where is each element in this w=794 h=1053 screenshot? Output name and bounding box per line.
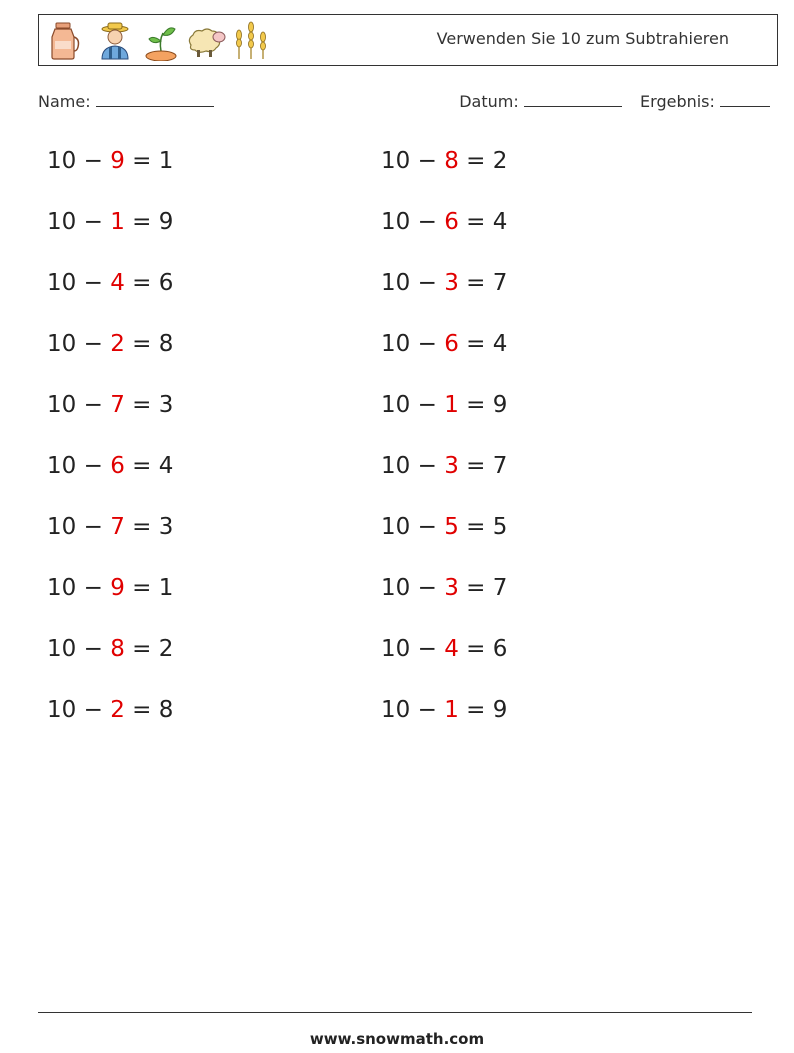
equals-sign: = [466, 514, 486, 540]
minuend: 10 [381, 392, 411, 418]
equals-sign: = [132, 514, 152, 540]
subtrahend: 3 [444, 575, 459, 601]
result-blank[interactable] [720, 92, 770, 107]
problem-row [381, 270, 507, 296]
equals-sign: = [132, 270, 152, 296]
equals-sign: = [132, 331, 152, 357]
problem-row [47, 270, 173, 296]
date-result-fields [459, 92, 770, 111]
footer-url: www.snowmath.com [309, 1030, 485, 1048]
difference: 6 [158, 270, 174, 296]
minus-sign: − [83, 270, 103, 296]
minus-sign: − [83, 453, 103, 479]
subtrahend: 7 [110, 392, 125, 418]
minuend: 10 [381, 148, 411, 174]
difference: 9 [492, 697, 508, 723]
minus-sign: − [83, 331, 103, 357]
name-label: Name: [38, 92, 91, 111]
subtrahend: 9 [110, 148, 125, 174]
minus-sign: − [417, 148, 437, 174]
minus-sign: − [417, 636, 437, 662]
difference: 9 [492, 392, 508, 418]
difference: 7 [492, 270, 508, 296]
difference: 2 [158, 636, 174, 662]
date-label: Datum: [459, 92, 519, 111]
equals-sign: = [466, 209, 486, 235]
difference: 4 [492, 209, 508, 235]
minuend: 10 [47, 331, 77, 357]
difference: 1 [158, 575, 174, 601]
problem-row [381, 148, 507, 174]
subtrahend: 8 [110, 636, 125, 662]
equals-sign: = [132, 209, 152, 235]
result-label: Ergebnis: [640, 92, 715, 111]
equals-sign: = [466, 392, 486, 418]
worksheet-title: Verwenden Sie 10 zum Subtrahieren [436, 29, 729, 48]
minuend: 10 [381, 453, 411, 479]
minus-sign: − [83, 392, 103, 418]
sheep-icon [185, 21, 227, 61]
minuend: 10 [381, 636, 411, 662]
subtrahend: 1 [110, 209, 125, 235]
minuend: 10 [381, 331, 411, 357]
subtrahend: 7 [110, 514, 125, 540]
equals-sign: = [132, 453, 152, 479]
subtrahend: 1 [444, 392, 459, 418]
minuend: 10 [47, 148, 77, 174]
equals-sign: = [466, 148, 486, 174]
subtrahend: 4 [444, 636, 459, 662]
difference: 6 [492, 636, 508, 662]
problem-row [381, 575, 507, 601]
difference: 8 [158, 697, 174, 723]
minus-sign: − [417, 514, 437, 540]
subtrahend: 8 [444, 148, 459, 174]
subtrahend: 6 [110, 453, 125, 479]
minus-sign: − [83, 148, 103, 174]
subtrahend: 6 [444, 331, 459, 357]
subtrahend: 9 [110, 575, 125, 601]
difference: 1 [158, 148, 174, 174]
difference: 8 [158, 331, 174, 357]
wheat-icon [231, 21, 271, 61]
minuend: 10 [381, 209, 411, 235]
difference: 5 [492, 514, 508, 540]
problem-row [47, 636, 173, 662]
minus-sign: − [83, 697, 103, 723]
minus-sign: − [83, 575, 103, 601]
difference: 7 [492, 453, 508, 479]
problem-row [47, 148, 173, 174]
minuend: 10 [381, 697, 411, 723]
minus-sign: − [83, 636, 103, 662]
difference: 9 [158, 209, 174, 235]
problem-row [47, 209, 173, 235]
name-blank[interactable] [96, 92, 214, 107]
subtrahend: 5 [444, 514, 459, 540]
date-blank[interactable] [524, 92, 622, 107]
equals-sign: = [466, 575, 486, 601]
problem-row [381, 209, 507, 235]
minus-sign: − [417, 331, 437, 357]
problem-row [381, 331, 507, 357]
milk-jug-icon [47, 21, 81, 61]
difference: 7 [492, 575, 508, 601]
minuend: 10 [47, 453, 77, 479]
problem-row [47, 697, 173, 723]
minuend: 10 [47, 392, 77, 418]
minuend: 10 [47, 575, 77, 601]
equals-sign: = [466, 270, 486, 296]
minus-sign: − [417, 453, 437, 479]
footer-divider [38, 1012, 752, 1013]
minus-sign: − [83, 514, 103, 540]
difference: 2 [492, 148, 508, 174]
subtrahend: 2 [110, 331, 125, 357]
equals-sign: = [466, 697, 486, 723]
minuend: 10 [47, 636, 77, 662]
subtrahend: 3 [444, 453, 459, 479]
minus-sign: − [417, 209, 437, 235]
equals-sign: = [132, 575, 152, 601]
minuend: 10 [47, 270, 77, 296]
minus-sign: − [83, 209, 103, 235]
minus-sign: − [417, 392, 437, 418]
subtrahend: 3 [444, 270, 459, 296]
problem-row [381, 697, 507, 723]
problem-row [47, 575, 173, 601]
equals-sign: = [132, 636, 152, 662]
equals-sign: = [132, 392, 152, 418]
minus-sign: − [417, 270, 437, 296]
subtrahend: 4 [110, 270, 125, 296]
equals-sign: = [132, 697, 152, 723]
problem-row [381, 453, 507, 479]
difference: 4 [492, 331, 508, 357]
equals-sign: = [466, 636, 486, 662]
name-field [38, 92, 214, 111]
farmer-icon [97, 21, 133, 61]
sprout-icon [143, 21, 179, 61]
subtrahend: 1 [444, 697, 459, 723]
problem-row [47, 392, 173, 418]
minus-sign: − [417, 575, 437, 601]
problem-row [47, 514, 173, 540]
equals-sign: = [132, 148, 152, 174]
subtrahend: 6 [444, 209, 459, 235]
minuend: 10 [47, 697, 77, 723]
problem-row [47, 453, 173, 479]
minuend: 10 [47, 514, 77, 540]
minuend: 10 [381, 270, 411, 296]
subtrahend: 2 [110, 697, 125, 723]
minuend: 10 [381, 514, 411, 540]
problem-row [47, 331, 173, 357]
minuend: 10 [47, 209, 77, 235]
minuend: 10 [381, 575, 411, 601]
problem-row [381, 636, 507, 662]
difference: 3 [158, 514, 174, 540]
difference: 3 [158, 392, 174, 418]
difference: 4 [158, 453, 174, 479]
problem-row [381, 514, 507, 540]
problem-row [381, 392, 507, 418]
equals-sign: = [466, 331, 486, 357]
minus-sign: − [417, 697, 437, 723]
worksheet-header [38, 14, 778, 66]
equals-sign: = [466, 453, 486, 479]
